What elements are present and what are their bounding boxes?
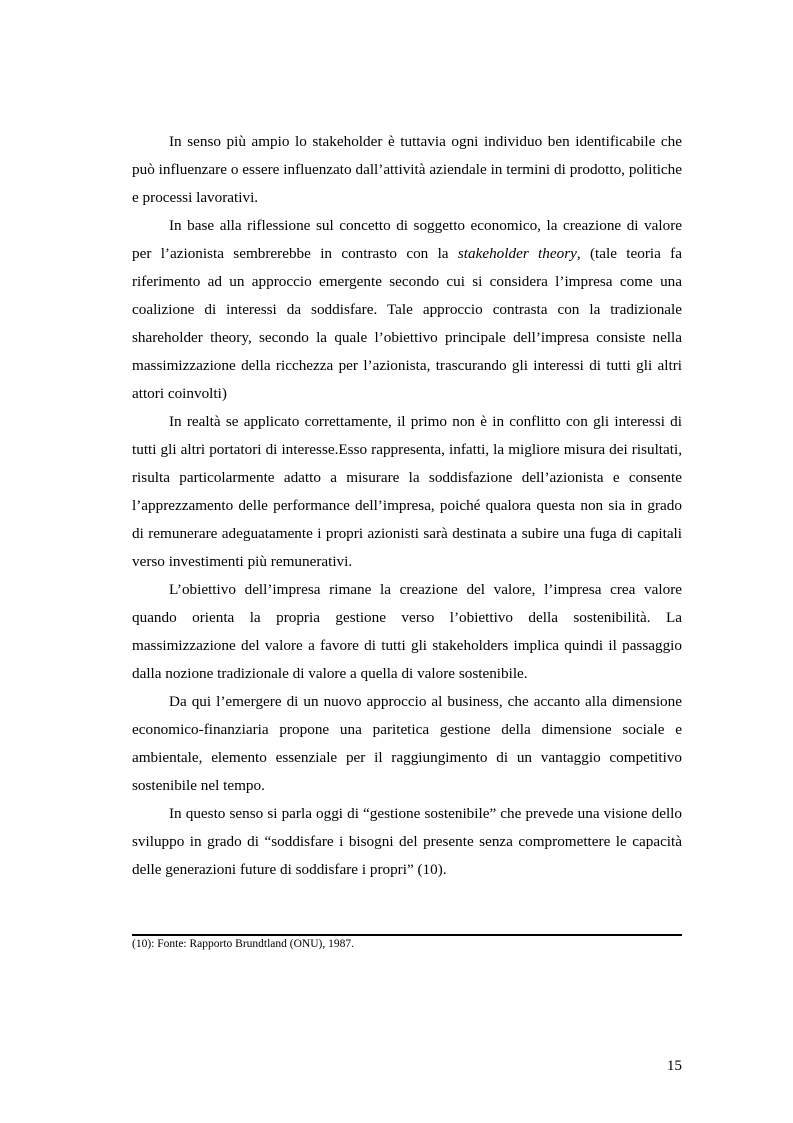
paragraph-stakeholder-definition: In senso più ampio lo stakeholder è tuttavia ogni individuo ben identificabile che può influenzare o essere influenzato dall’attività aziendale in termini di prodotto, politiche e processi lavorativi. <box>132 133 682 206</box>
paragraph-value-creation-start: In base alla riflessione sul concetto di soggetto economico, la creazione di valore per l’azionista sembrerebbe in contrasto con la <box>132 217 682 262</box>
paragraph-new-approach: Da qui l’emergere di un nuovo approccio al business, che accanto alla dimensione economico-finanziaria propone una paritetica gestione della dimensione sociale e ambientale, elemento essenziale per il raggiungimento di un vantaggio competitivo sostenibile nel tempo. <box>132 693 682 794</box>
paragraph-sustainability: L’obiettivo dell’impresa rimane la creazione del valore, l’impresa crea valore quando orienta la propria gestione verso l’obiettivo della sostenibilità. La massimizzazione del valore a favore di tutti gli stakeholders implica quindi il passaggio dalla nozione tradizionale di valore a quella di valore sostenibile. <box>132 581 682 682</box>
paragraph-shareholder-value: In realtà se applicato correttamente, il primo non è in conflitto con gli interessi di tutti gli altri portatori di interesse.Esso rappresenta, infatti, la migliore misura dei risultati, risulta particolarmente adatto a misurare la soddisfazione dell’azionista e consente l’apprezzamento delle performance dell’impresa, poiché qualora questa non sia in grado di remunerare adeguatamente i propri azionisti sarà destinata a subire una fuga di capitali verso investimenti più remunerativi. <box>132 413 682 570</box>
stakeholder-theory-term: stakeholder theory <box>457 245 577 262</box>
body-text <box>132 128 682 884</box>
paragraph-value-creation-end: , (tale teoria fa riferimento ad un approccio emergente secondo cui si considera l’impresa come una coalizione di interessi da soddisfare. Tale approccio contrasta con la tradizionale shareholder theory, secondo la quale l’obiettivo principale dell’impresa consiste nella massimizzazione della ricchezza per l’azionista, trascurando gli interessi di tutti gli altri attori coinvolti) <box>132 245 682 402</box>
paragraph-sustainable-management: In questo senso si parla oggi di “gestione sostenibile” che prevede una visione dello sviluppo in grado di “soddisfare i bisogni del presente senza compromettere le capacità delle generazioni future di soddisfare i propri” (10). <box>132 805 682 878</box>
paragraph-value-creation <box>132 212 682 408</box>
page-number: 15 <box>666 1057 682 1074</box>
footnote: (10): Fonte: Rapporto Brundtland (ONU), 1987. <box>132 938 354 950</box>
